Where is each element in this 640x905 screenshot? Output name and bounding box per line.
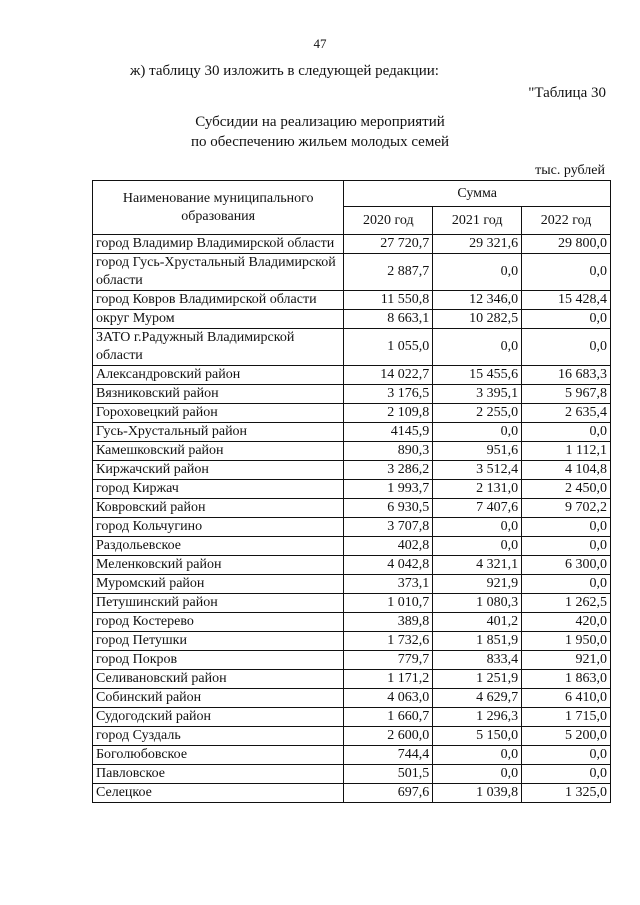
amount-cell: 11 550,8 [344, 291, 433, 310]
amount-cell: 3 286,2 [344, 461, 433, 480]
amount-cell: 2 887,7 [344, 254, 433, 291]
municipality-name: город Гусь-Хрустальный Владимирской области [93, 254, 344, 291]
amount-cell: 4 104,8 [522, 461, 611, 480]
header-year-2022: 2022 год [522, 207, 611, 235]
amount-cell: 0,0 [522, 254, 611, 291]
municipality-name: Судогодский район [93, 708, 344, 727]
table-row [93, 404, 611, 423]
table-row [93, 499, 611, 518]
amount-cell: 1 732,6 [344, 632, 433, 651]
amount-cell: 2 255,0 [433, 404, 522, 423]
amount-cell: 7 407,6 [433, 499, 522, 518]
municipality-name: округ Муром [93, 310, 344, 329]
table-row [93, 537, 611, 556]
table-row [93, 291, 611, 310]
amount-cell: 1 080,3 [433, 594, 522, 613]
table-row [93, 423, 611, 442]
amount-cell: 1 950,0 [522, 632, 611, 651]
amount-cell: 4 321,1 [433, 556, 522, 575]
municipality-name: Павловское [93, 765, 344, 784]
table-row [93, 670, 611, 689]
municipality-name: город Кольчугино [93, 518, 344, 537]
amount-cell: 921,9 [433, 575, 522, 594]
table-row [93, 329, 611, 366]
amount-cell: 833,4 [433, 651, 522, 670]
municipality-name: Боголюбовское [93, 746, 344, 765]
amount-cell: 2 635,4 [522, 404, 611, 423]
municipality-name: Гусь-Хрустальный район [93, 423, 344, 442]
municipality-name: город Костерево [93, 613, 344, 632]
amount-cell: 1 251,9 [433, 670, 522, 689]
municipality-name: город Киржач [93, 480, 344, 499]
amount-cell: 1 660,7 [344, 708, 433, 727]
amount-cell: 921,0 [522, 651, 611, 670]
amount-cell: 0,0 [433, 518, 522, 537]
amount-cell: 9 702,2 [522, 499, 611, 518]
units-label: тыс. рублей [535, 163, 605, 178]
municipality-name: город Покров [93, 651, 344, 670]
table-row [93, 480, 611, 499]
amount-cell: 14 022,7 [344, 366, 433, 385]
table-row [93, 556, 611, 575]
amount-cell: 1 851,9 [433, 632, 522, 651]
amount-cell: 0,0 [522, 329, 611, 366]
municipality-name: Камешковский район [93, 442, 344, 461]
title-line-2: по обеспечению жильем молодых семей [190, 134, 450, 150]
table-row [93, 689, 611, 708]
municipality-name: ЗАТО г.Радужный Владимирской области [93, 329, 344, 366]
table-row [93, 461, 611, 480]
amount-cell: 6 300,0 [522, 556, 611, 575]
amount-cell: 0,0 [522, 575, 611, 594]
table-row [93, 594, 611, 613]
header-year-2021: 2021 год [433, 207, 522, 235]
municipality-name: Селецкое [93, 784, 344, 803]
amount-cell: 951,6 [433, 442, 522, 461]
amount-cell: 389,8 [344, 613, 433, 632]
municipality-name: Раздольевское [93, 537, 344, 556]
amount-cell: 1 171,2 [344, 670, 433, 689]
header-municipality: Наименование муниципального образования [93, 181, 344, 235]
municipality-name: город Суздаль [93, 727, 344, 746]
table-row [93, 235, 611, 254]
table-row [93, 254, 611, 291]
amount-cell: 1 863,0 [522, 670, 611, 689]
title-line-1: Субсидии на реализацию мероприятий [195, 114, 445, 130]
table-row [93, 310, 611, 329]
table-row [93, 746, 611, 765]
municipality-name: город Ковров Владимирской области [93, 291, 344, 310]
subsidies-table [92, 180, 611, 803]
municipality-name: Муромский район [93, 575, 344, 594]
amount-cell: 0,0 [433, 537, 522, 556]
amount-cell: 2 109,8 [344, 404, 433, 423]
amount-cell: 2 450,0 [522, 480, 611, 499]
amount-cell: 402,8 [344, 537, 433, 556]
table-row [93, 385, 611, 404]
amount-cell: 2 131,0 [433, 480, 522, 499]
header-sum: Сумма [344, 181, 611, 207]
table-row [93, 442, 611, 461]
table-row [93, 708, 611, 727]
amount-cell: 401,2 [433, 613, 522, 632]
amount-cell: 0,0 [433, 423, 522, 442]
amount-cell: 6 410,0 [522, 689, 611, 708]
table-row [93, 613, 611, 632]
table-row [93, 784, 611, 803]
intro-text: ж) таблицу 30 изложить в следующей редакции: [130, 63, 439, 79]
amount-cell: 0,0 [433, 765, 522, 784]
amount-cell: 12 346,0 [433, 291, 522, 310]
municipality-name: Собинский район [93, 689, 344, 708]
amount-cell: 1 010,7 [344, 594, 433, 613]
page-number: 47 [313, 36, 327, 51]
amount-cell: 27 720,7 [344, 235, 433, 254]
table-row [93, 366, 611, 385]
amount-cell: 3 512,4 [433, 461, 522, 480]
amount-cell: 373,1 [344, 575, 433, 594]
amount-cell: 779,7 [344, 651, 433, 670]
amount-cell: 5 150,0 [433, 727, 522, 746]
amount-cell: 8 663,1 [344, 310, 433, 329]
amount-cell: 16 683,3 [522, 366, 611, 385]
table-row [93, 727, 611, 746]
table-row [93, 632, 611, 651]
municipality-name: Петушинский район [93, 594, 344, 613]
amount-cell: 744,4 [344, 746, 433, 765]
table-row [93, 518, 611, 537]
municipality-name: город Владимир Владимирской области [93, 235, 344, 254]
amount-cell: 6 930,5 [344, 499, 433, 518]
amount-cell: 4145,9 [344, 423, 433, 442]
amount-cell: 0,0 [433, 254, 522, 291]
amount-cell: 420,0 [522, 613, 611, 632]
amount-cell: 15 455,6 [433, 366, 522, 385]
municipality-name: город Петушки [93, 632, 344, 651]
amount-cell: 0,0 [522, 310, 611, 329]
amount-cell: 3 707,8 [344, 518, 433, 537]
amount-cell: 10 282,5 [433, 310, 522, 329]
header-year-2020: 2020 год [344, 207, 433, 235]
amount-cell: 0,0 [522, 423, 611, 442]
amount-cell: 4 063,0 [344, 689, 433, 708]
amount-cell: 0,0 [522, 537, 611, 556]
amount-cell: 2 600,0 [344, 727, 433, 746]
amount-cell: 501,5 [344, 765, 433, 784]
amount-cell: 697,6 [344, 784, 433, 803]
amount-cell: 1 055,0 [344, 329, 433, 366]
amount-cell: 0,0 [522, 765, 611, 784]
amount-cell: 29 321,6 [433, 235, 522, 254]
municipality-name: Александровский район [93, 366, 344, 385]
municipality-name: Киржачский район [93, 461, 344, 480]
table-reference: "Таблица 30 [528, 85, 606, 101]
amount-cell: 29 800,0 [522, 235, 611, 254]
municipality-name: Ковровский район [93, 499, 344, 518]
amount-cell: 1 325,0 [522, 784, 611, 803]
amount-cell: 1 296,3 [433, 708, 522, 727]
table-row [93, 765, 611, 784]
municipality-name: Селивановский район [93, 670, 344, 689]
amount-cell: 1 112,1 [522, 442, 611, 461]
amount-cell: 1 039,8 [433, 784, 522, 803]
amount-cell: 1 993,7 [344, 480, 433, 499]
amount-cell: 1 715,0 [522, 708, 611, 727]
amount-cell: 0,0 [433, 329, 522, 366]
municipality-name: Меленковский район [93, 556, 344, 575]
amount-cell: 0,0 [522, 518, 611, 537]
municipality-name: Гороховецкий район [93, 404, 344, 423]
amount-cell: 5 967,8 [522, 385, 611, 404]
amount-cell: 0,0 [522, 746, 611, 765]
table-row [93, 651, 611, 670]
amount-cell: 15 428,4 [522, 291, 611, 310]
amount-cell: 890,3 [344, 442, 433, 461]
amount-cell: 1 262,5 [522, 594, 611, 613]
amount-cell: 3 395,1 [433, 385, 522, 404]
amount-cell: 0,0 [433, 746, 522, 765]
amount-cell: 3 176,5 [344, 385, 433, 404]
amount-cell: 4 629,7 [433, 689, 522, 708]
amount-cell: 5 200,0 [522, 727, 611, 746]
amount-cell: 4 042,8 [344, 556, 433, 575]
table-row [93, 575, 611, 594]
table-title [0, 112, 640, 152]
municipality-name: Вязниковский район [93, 385, 344, 404]
